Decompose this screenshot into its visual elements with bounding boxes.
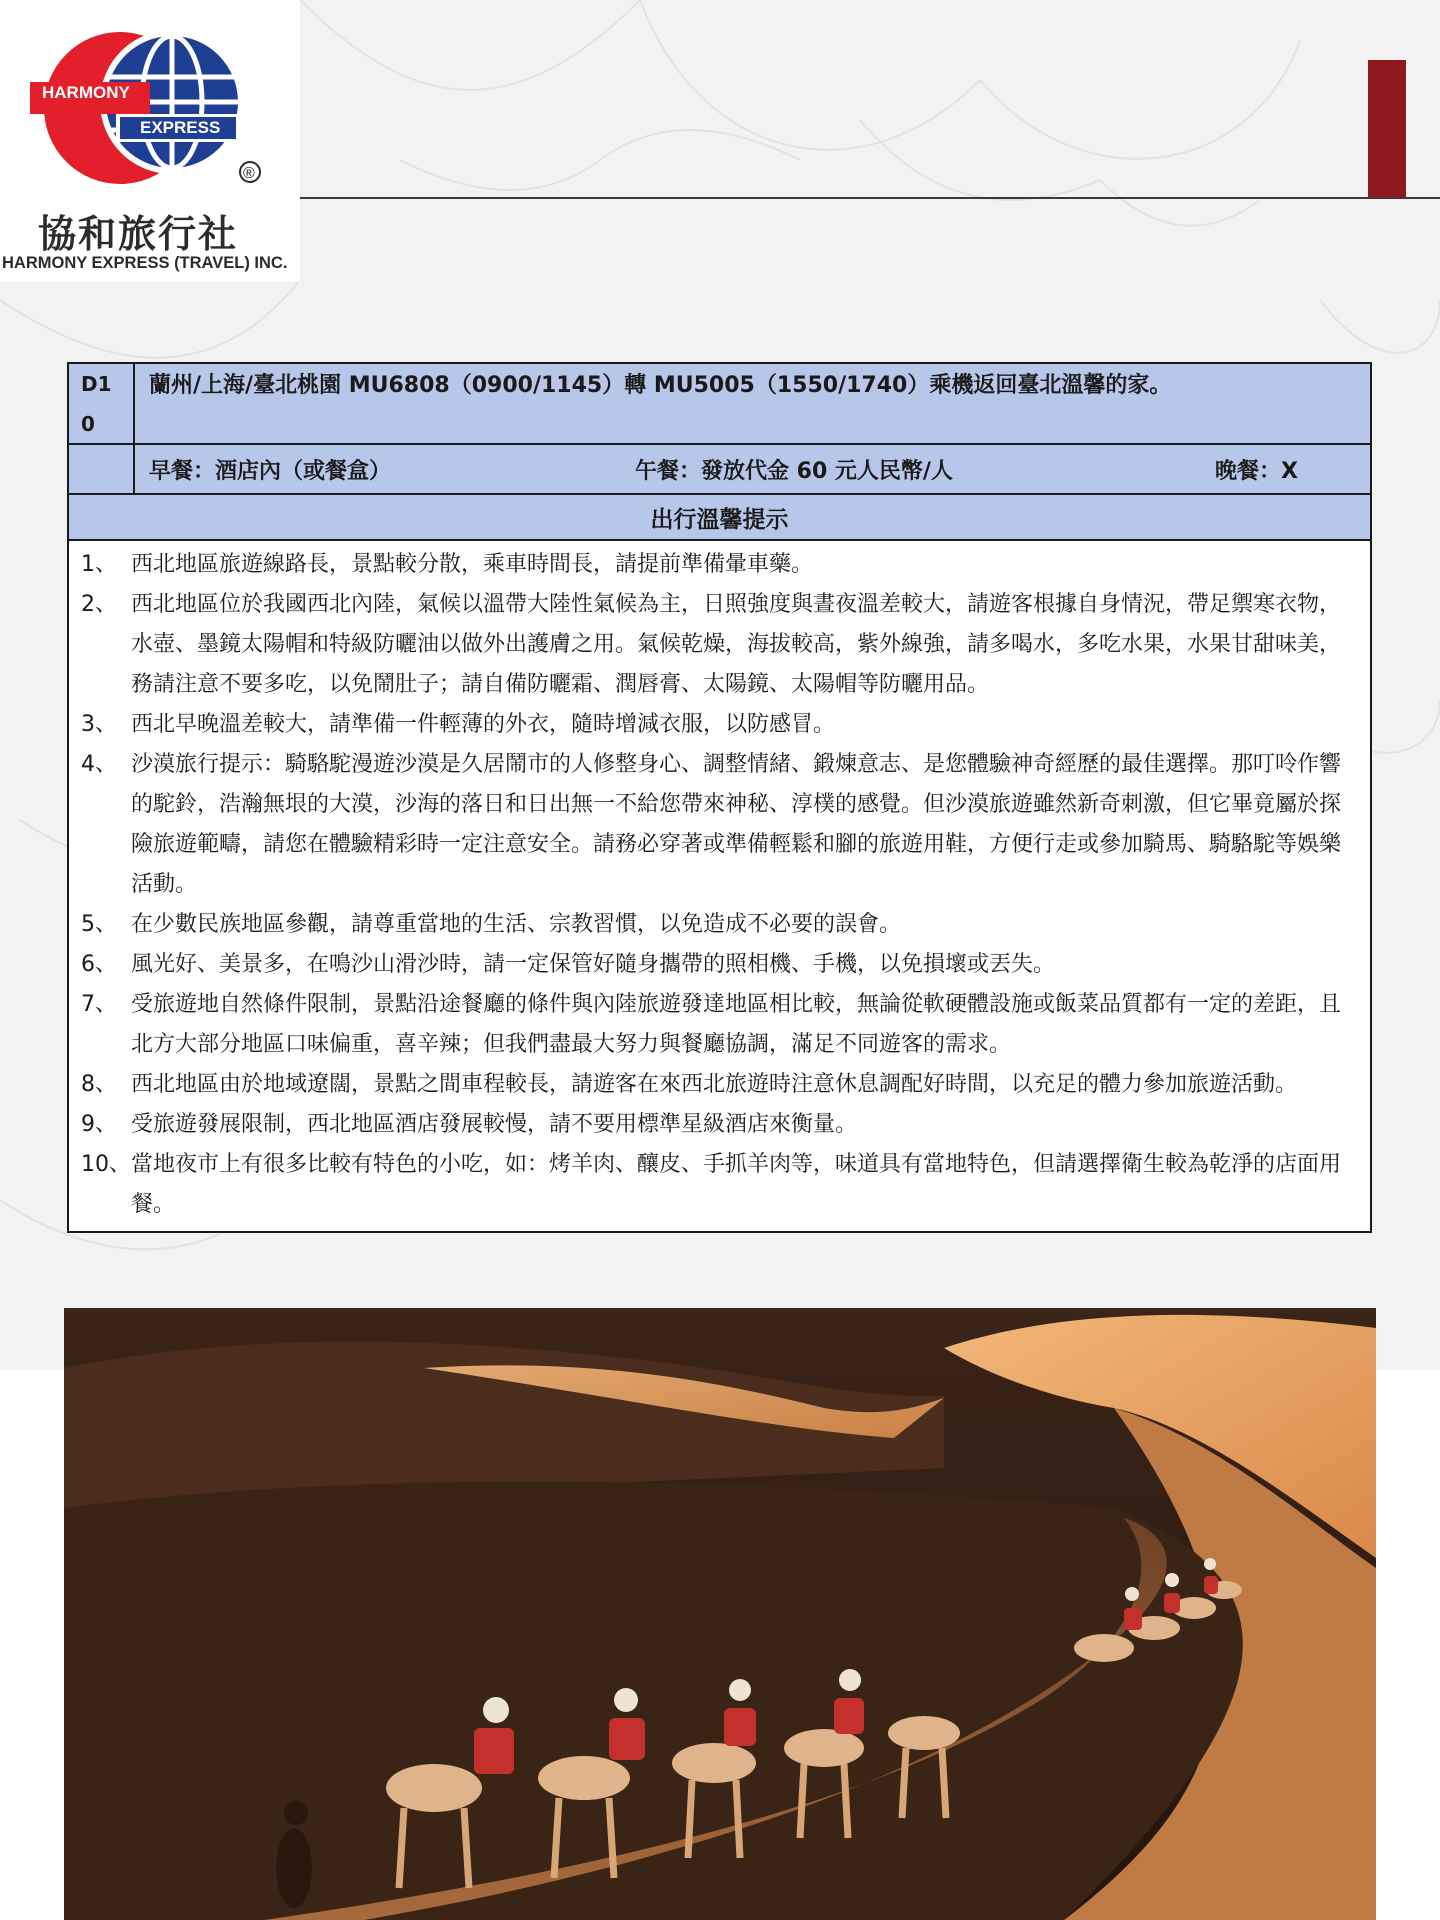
tip-number: 10、	[81, 1152, 131, 1177]
harmony-express-logo-icon	[20, 22, 270, 192]
tip-item	[81, 1065, 1360, 1105]
tip-number: 3、	[81, 712, 117, 737]
meals-cell	[135, 445, 1370, 493]
header-divider	[300, 197, 1440, 199]
tip-text: 西北地區位於我國西北內陸，氣候以溫帶大陸性氣候為主，日照強度與晝夜溫差較大，請遊客根據自身情況，帶足禦寒衣物，水壺、墨鏡太陽帽和特級防曬油以做外出護膚之用。氣候乾燥，海拔較高，紫外線強，請多喝水，多吃水果，水果甘甜味美，務請注意不要多吃，以免鬧肚子；請自備防曬霜、潤唇膏、太陽鏡、太陽帽等防曬用品。	[131, 592, 1342, 697]
tip-item	[81, 985, 1360, 1065]
tip-text: 在少數民族地區參觀，請尊重當地的生活、宗教習慣，以免造成不必要的誤會。	[131, 912, 902, 937]
tip-text: 西北早晚溫差較大，請準備一件輕薄的外衣，隨時增減衣服，以防感冒。	[131, 712, 836, 737]
company-name-english: HARMONY EXPRESS (TRAVEL) INC.	[2, 254, 288, 272]
tip-number: 4、	[81, 752, 117, 777]
route-cell	[135, 364, 1370, 443]
meals-empty-cell	[69, 445, 135, 493]
tip-item	[81, 1105, 1360, 1145]
meals-row	[69, 445, 1370, 495]
brand-logo-block	[0, 0, 300, 282]
tip-number: 6、	[81, 952, 117, 977]
tip-text: 受旅遊地自然條件限制，景點沿途餐廳的條件與內陸旅遊發達地區相比較，無論從軟硬體設施或飯菜品質都有一定的差距，且北方大部分地區口味偏重，喜辛辣；但我們盡最大努力與餐廳協調，滿足不同遊客的需求。	[131, 992, 1342, 1057]
registered-mark: ®	[243, 165, 255, 182]
tips-title: 出行溫馨提示	[69, 495, 1370, 541]
tip-item	[81, 905, 1360, 945]
tip-text: 受旅遊發展限制，西北地區酒店發展較慢，請不要用標準星級酒店來衡量。	[131, 1112, 858, 1137]
tip-text: 西北地區旅遊線路長，景點較分散，乘車時間長，請提前準備暈車藥。	[131, 552, 814, 577]
tip-item	[81, 585, 1360, 705]
day-row	[69, 364, 1370, 445]
tip-item	[81, 945, 1360, 985]
breakfast-info: 早餐：酒店內（或餐盒）	[149, 458, 392, 484]
tip-text: 西北地區由於地域遼闊，景點之間車程較長，請遊客在來西北旅遊時注意休息調配好時間，以充足的體力參加旅遊活動。	[131, 1072, 1298, 1097]
day-label-line2: 0	[81, 412, 95, 436]
tip-item	[81, 745, 1360, 905]
camel-caravan-desert-photo	[64, 1308, 1376, 1920]
tip-text: 當地夜市上有很多比較有特色的小吃，如：烤羊肉、釀皮、手抓羊肉等，味道具有當地特色，但請選擇衛生較為乾淨的店面用餐。	[131, 1152, 1342, 1217]
tip-number: 7、	[81, 992, 117, 1017]
tip-number: 2、	[81, 592, 117, 617]
lunch-info: 午餐：發放代金 60 元人民幣/人	[635, 458, 953, 484]
tip-number: 8、	[81, 1072, 117, 1097]
dinner-info: 晚餐：X	[1215, 458, 1298, 484]
tip-item	[81, 545, 1360, 585]
tip-item	[81, 705, 1360, 745]
logo-text-express: EXPRESS	[140, 118, 221, 137]
day-label-line1: D1	[81, 372, 112, 396]
tip-number: 1、	[81, 552, 117, 577]
tips-list	[69, 541, 1370, 1231]
tip-text: 風光好、美景多，在鳴沙山滑沙時，請一定保管好隨身攜帶的照相機、手機，以免損壞或丟失。	[131, 952, 1056, 977]
tip-text: 沙漠旅行提示：騎駱駝漫遊沙漠是久居鬧市的人修整身心、調整情緒、鍛煉意志、是您體驗神奇經歷的最佳選擇。那叮呤作響的駝鈴，浩瀚無垠的大漠，沙海的落日和日出無一不給您帶來神秘、淳樸的感覺。但沙漠旅遊雖然新奇刺激，但它畢竟屬於探險旅遊範疇，請您在體驗精彩時一定注意安全。請務必穿著或準備輕鬆和腳的旅遊用鞋，方便行走或參加騎馬、騎駱駝等娛樂活動。	[131, 752, 1342, 897]
day-label	[69, 364, 135, 443]
tip-item	[81, 1145, 1360, 1225]
company-name-chinese: 協和旅行社	[38, 212, 239, 256]
tip-number: 9、	[81, 1112, 117, 1137]
tip-number: 5、	[81, 912, 117, 937]
itinerary-table	[67, 362, 1372, 1233]
logo-text-harmony: HARMONY	[42, 83, 130, 102]
route-description: 蘭州/上海/臺北桃園 MU6808（0900/1145）轉 MU5005（1550/1740）乘機返回臺北溫馨的家。	[149, 373, 1172, 398]
header-accent-bar	[1368, 60, 1406, 198]
